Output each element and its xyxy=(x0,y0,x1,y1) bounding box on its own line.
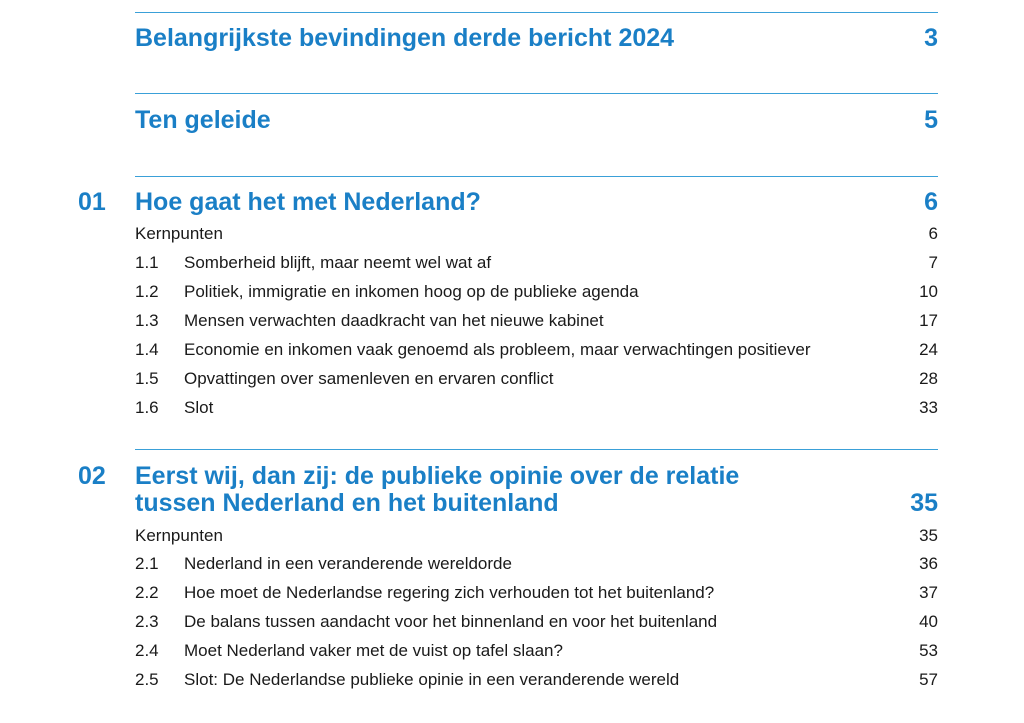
entry-label: Slot: De Nederlandse publieke opinie in een veranderende wereld xyxy=(184,670,680,689)
entry-label: De balans tussen aandacht voor het binnenland en voor het buitenland xyxy=(184,612,718,631)
toc-entry-1-6[interactable] xyxy=(135,397,938,419)
toc-chapter-02[interactable] xyxy=(135,463,938,517)
chapter-page: 6 xyxy=(924,188,938,216)
entry-page: 28 xyxy=(919,369,938,388)
divider xyxy=(135,176,938,177)
toc-entry-2-4[interactable] xyxy=(135,640,938,662)
section-page: 5 xyxy=(924,106,938,134)
entry-label: Slot xyxy=(184,398,214,417)
entry-label: Moet Nederland vaker met de vuist op tafel slaan? xyxy=(184,641,563,660)
entry-label: Kernpunten xyxy=(135,526,223,545)
entry-page: 40 xyxy=(919,612,938,631)
chapter-number: 02 xyxy=(78,462,106,490)
divider xyxy=(135,449,938,450)
entry-page: 17 xyxy=(919,311,938,330)
entry-page: 37 xyxy=(919,583,938,602)
entry-number: 1.1 xyxy=(135,253,159,272)
entry-number: 2.4 xyxy=(135,641,159,660)
toc-entry-1-2[interactable] xyxy=(135,281,938,303)
toc-entry-1-1[interactable] xyxy=(135,252,938,274)
divider xyxy=(135,12,938,13)
entry-number: 2.2 xyxy=(135,583,159,602)
entry-number: 2.5 xyxy=(135,670,159,689)
entry-page: 53 xyxy=(919,641,938,660)
entry-page: 24 xyxy=(919,340,938,359)
entry-page: 33 xyxy=(919,398,938,417)
chapter-title-line-2: tussen Nederland en het buitenland xyxy=(135,489,559,517)
entry-label: Nederland in een veranderende wereldorde xyxy=(184,554,512,573)
entry-number: 1.4 xyxy=(135,340,159,359)
entry-label: Politiek, immigratie en inkomen hoog op de publieke agenda xyxy=(184,282,639,301)
toc-entry-2-1[interactable] xyxy=(135,553,938,575)
toc-entry-kernpunten[interactable] xyxy=(135,525,938,547)
toc-chapter-01[interactable] xyxy=(135,189,938,216)
toc-entry-2-5[interactable] xyxy=(135,669,938,691)
entry-label: Kernpunten xyxy=(135,224,223,243)
entry-number: 1.6 xyxy=(135,398,159,417)
toc-entry-2-3[interactable] xyxy=(135,611,938,633)
entry-label: Mensen verwachten daadkracht van het nieuwe kabinet xyxy=(184,311,604,330)
entry-label: Economie en inkomen vaak genoemd als probleem, maar verwachtingen positiever xyxy=(184,340,811,359)
entry-number: 1.3 xyxy=(135,311,159,330)
toc-entry-kernpunten[interactable] xyxy=(135,223,938,245)
section-title: Belangrijkste bevindingen derde bericht 2024 xyxy=(135,24,675,52)
entry-label: Hoe moet de Nederlandse regering zich verhouden tot het buitenland? xyxy=(184,583,715,602)
toc-entry-2-2[interactable] xyxy=(135,582,938,604)
chapter-title: Hoe gaat het met Nederland? xyxy=(135,188,481,216)
entry-number: 1.5 xyxy=(135,369,159,388)
entry-number: 2.3 xyxy=(135,612,159,631)
entry-page: 57 xyxy=(919,670,938,689)
entry-number: 1.2 xyxy=(135,282,159,301)
toc-entry-1-3[interactable] xyxy=(135,310,938,332)
toc-section-foreword[interactable] xyxy=(135,107,938,134)
section-page: 3 xyxy=(924,24,938,52)
entry-page: 7 xyxy=(928,253,938,272)
toc-entry-1-5[interactable] xyxy=(135,368,938,390)
chapter-page: 35 xyxy=(910,489,938,517)
entry-label: Opvattingen over samenleven en ervaren conflict xyxy=(184,369,554,388)
entry-label: Somberheid blijft, maar neemt wel wat af xyxy=(184,253,492,272)
entry-number: 2.1 xyxy=(135,554,159,573)
entry-page: 10 xyxy=(919,282,938,301)
divider xyxy=(135,93,938,94)
toc-entry-1-4[interactable] xyxy=(135,339,938,361)
entry-page: 36 xyxy=(919,554,938,573)
toc-section-findings[interactable] xyxy=(135,25,938,52)
section-title: Ten geleide xyxy=(135,106,271,134)
chapter-title-line-1: Eerst wij, dan zij: de publieke opinie over de relatie xyxy=(135,462,740,490)
entry-page: 6 xyxy=(928,224,938,243)
entry-page: 35 xyxy=(919,526,938,545)
chapter-number: 01 xyxy=(78,188,106,216)
